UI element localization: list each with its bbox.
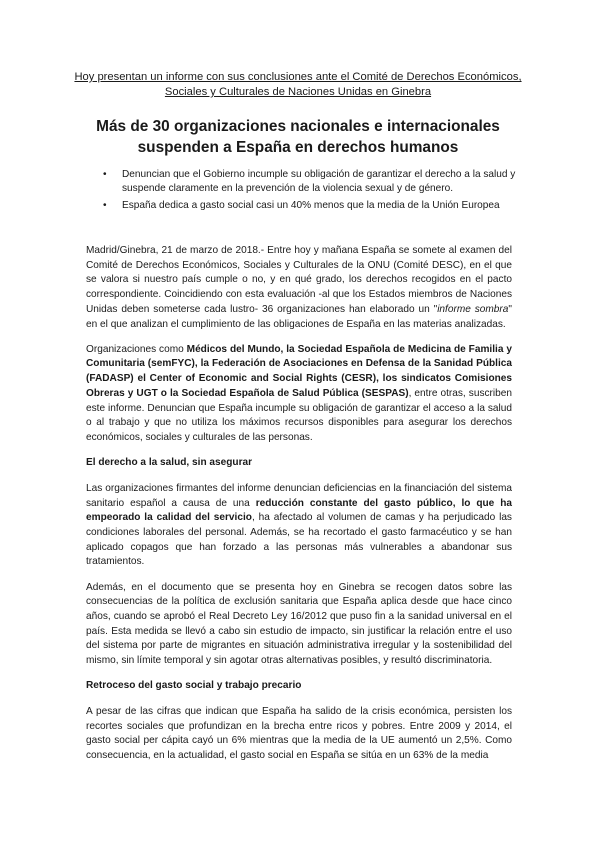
bullet-text: Denuncian que el Gobierno incumple su obligación de garantizar el derecho a la salud y suspende claramente en la prevención de la violencia sexual y de género. <box>122 169 516 195</box>
page-title: Más de 30 organizaciones nacionales e internacionales suspenden a España en derechos humanos <box>96 118 500 156</box>
text-run: , entre otras, suscriben este informe. Denuncian que España incumple su obligación de garantizar el acceso a la salud o al trabajo y que no utiliza los máximos recursos disponibles para asegurar los derechos económicos, sociales y culturales de las personas. <box>86 387 512 443</box>
article-body <box>86 244 512 774</box>
italic-run: informe sombra <box>437 303 509 315</box>
text-run: Las organizaciones firmantes del informe denuncian deficiencias en la financiación del sistema sanitario español a causa de una <box>86 482 512 509</box>
paragraph <box>86 244 512 332</box>
bullet-item <box>100 199 540 213</box>
bullet-icon: • <box>103 200 107 212</box>
section-heading: El derecho a la salud, sin asegurar <box>86 457 253 469</box>
text-run: " en el que analizan el cumplimiento de las obligaciones de España en las materias analizadas. <box>86 303 512 330</box>
paragraph: Además, en el documento que se presenta hoy en Ginebra se recogen datos sobre las consecuencias de la política de exclusión sanitaria que España aplica desde que hace cinco años, cuando se aprobó el Real Decreto Ley 16/2012 que puso fin a la sanidad universal en el país. Esta medida se llevó a cabo sin estudio de impacto, sin justificar la relación entre el uso del sistema por parte de migrantes en situación administrativa irregular y la sostenibilidad del mismo, sin límite temporal y sin agotar otras alternativas posibles, y resultó discriminatoria. <box>86 581 512 667</box>
bullet-item <box>100 168 540 196</box>
bullet-list <box>100 168 540 217</box>
text-run: Organizaciones como <box>86 343 187 355</box>
bullet-text: España dedica a gasto social casi un 40% menos que la media de la Unión Europea <box>122 200 500 212</box>
section-heading: Retroceso del gasto social y trabajo precario <box>86 680 302 692</box>
paragraph <box>86 343 512 446</box>
paragraph <box>86 482 512 570</box>
kicker: Hoy presentan un informe con sus conclusiones ante el Comité de Derechos Económicos, Sociales y Culturales de Naciones Unidas en Ginebra <box>74 71 522 98</box>
paragraph: A pesar de las cifras que indican que España ha salido de la crisis económica, persisten los recortes sociales que profundizan en la brecha entre ricos y pobres. Entre 2009 y 2014, el gasto social per cápita cayó un 6% mientras que la media de la UE aumentó un 2,5%. Como consecuencia, en la actualidad, el gasto social en España se sitúa en un 63% de la media <box>86 705 512 762</box>
bold-run: reducción constante del gasto público, lo que ha empeorado la calidad del servicio <box>86 497 512 524</box>
text-run: Madrid/Ginebra, 21 de marzo de 2018.- Entre hoy y mañana España se somete al examen del Comité de Derechos Económicos, Sociales y Culturales de la ONU (Comité DESC), en el que se valora si nuestro país cumple o no, y en qué grado, los derechos recogidos en el pacto correspondiente. Coincidiendo con esta evaluación -al que los Estados miembros de Naciones Unidas deben someterse cada lustro- 36 organizaciones han elaborado un " <box>86 245 512 315</box>
bullet-icon: • <box>103 169 107 180</box>
bold-run: Médicos del Mundo, la Sociedad Española de Medicina de Familia y Comunitaria (semFYC), la Federación de Asociaciones en Defensa de la Sanidad Pública (FADASP) el Center of Economic and Social Rights (CESR), los sindicatos Comisiones Obreras y UGT o la Sociedad Española de Salud Pública (SESPAS) <box>86 343 512 399</box>
text-run: , ha afectado al volumen de camas y ha perjudicado las condiciones laborales del personal. Además, se ha recortado el gasto farmacéutico y se han aplicado copagos que han forzado a las personas más vulnerables a abandonar sus tratamientos. <box>86 512 512 568</box>
